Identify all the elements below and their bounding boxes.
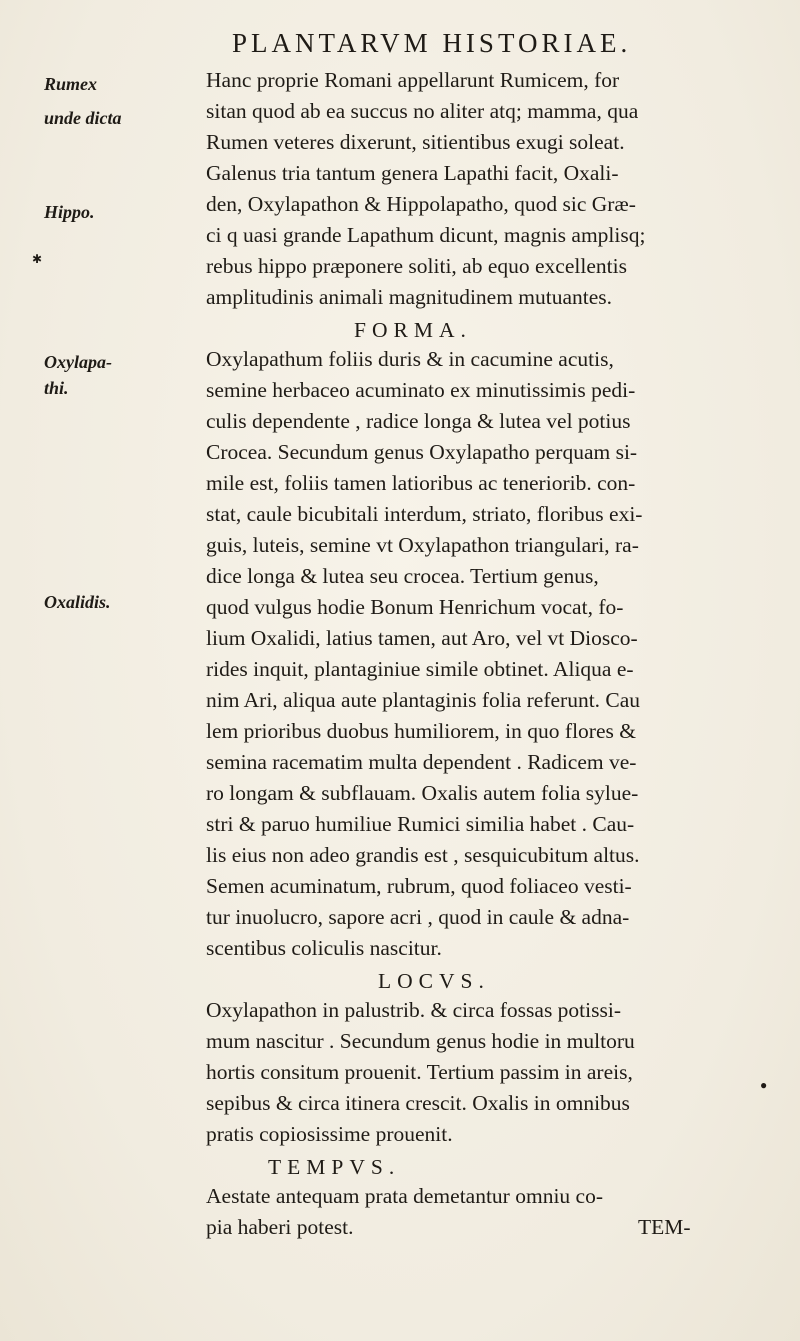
text-line: ci q uasi grande Lapathum dicunt, magnis amplisq; <box>206 223 646 247</box>
asterisk-mark-icon: ✱ <box>32 252 43 266</box>
text-line: lis eius non adeo grandis est , sesquicubitum altus. <box>206 843 640 867</box>
text-line: pia haberi potest. <box>206 1215 354 1239</box>
text-line: culis dependente , radice longa & lutea vel potius <box>206 409 631 433</box>
text-line: sepibus & circa itinera crescit. Oxalis in omnibus <box>206 1091 630 1115</box>
text-line: hortis consitum prouenit. Tertium passim in areis, <box>206 1060 633 1084</box>
text-line: sitan quod ab ea succus no aliter atq; mamma, qua <box>206 99 639 123</box>
text-line: rides inquit, plantaginiue simile obtinet. Aliqua e- <box>206 657 634 681</box>
text-line: dice longa & lutea seu crocea. Tertium genus, <box>206 564 599 588</box>
text-line: Crocea. Secundum genus Oxylapatho perquam si- <box>206 440 638 464</box>
text-line: lium Oxalidi, latius tamen, aut Aro, vel vt Diosco- <box>206 626 638 650</box>
margin-note-hippo: Hippo. <box>44 202 95 222</box>
margin-note-unde-dicta: unde dicta <box>44 108 122 128</box>
text-line: lem prioribus duobus humiliorem, in quo flores & <box>206 719 636 743</box>
text-line: tur inuolucro, sapore acri , quod in caule & adna- <box>206 905 630 929</box>
heading-locus: LOCVS. <box>378 969 490 993</box>
text-line: semine herbaceo acuminato ex minutissimis pedi- <box>206 378 636 402</box>
text-line: semina racematim multa dependent . Radicem ve- <box>206 750 637 774</box>
text-line: rebus hippo præponere soliti, ab equo excellentis <box>206 254 627 278</box>
text-line: stat, caule bicubitali interdum, striato, floribus exi- <box>206 502 643 526</box>
heading-tempus: TEMPVS. <box>268 1155 401 1179</box>
text-line: mum nascitur . Secundum genus hodie in multoru <box>206 1029 635 1053</box>
text-line: stri & paruo humiliue Rumici similia habet . Cau- <box>206 812 635 836</box>
text-line: Galenus tria tantum genera Lapathi facit, Oxali- <box>206 161 619 185</box>
margin-note-thi: thi. <box>44 378 69 398</box>
text-line: Oxylapathon in palustrib. & circa fossas potissi- <box>206 998 621 1022</box>
text-line: nim Ari, aliqua aute plantaginis folia referunt. Cau <box>206 688 641 712</box>
bullet-mark-icon: ● <box>760 1078 768 1092</box>
margin-note-oxalidis: Oxalidis. <box>44 592 111 612</box>
margin-note-oxylapa: Oxylapa- <box>44 352 112 372</box>
text-line: Semen acuminatum, rubrum, quod foliaceo vesti- <box>206 874 632 898</box>
text-line: Aestate antequam prata demetantur omniu co- <box>206 1184 603 1208</box>
text-line: amplitudinis animali magnitudinem mutuantes. <box>206 285 613 309</box>
text-line: mile est, foliis tamen latioribus ac teneriorib. con- <box>206 471 636 495</box>
text-line: Rumen veteres dixerunt, sitientibus exugi soleat. <box>206 130 625 154</box>
text-line: guis, luteis, semine vt Oxylapathon triangulari, ra- <box>206 533 639 557</box>
text-line: Oxylapathum foliis duris & in cacumine acutis, <box>206 347 614 371</box>
text-line: den, Oxylapathon & Hippolapatho, quod sic Græ- <box>206 192 636 216</box>
catchword: TEM- <box>638 1215 691 1239</box>
text-line: Hanc proprie Romani appellarunt Rumicem, for <box>206 68 620 92</box>
text-line: scentibus coliculis nascitur. <box>206 936 442 960</box>
heading-forma: FORMA. <box>354 318 472 342</box>
text-line: ro longam & subflauam. Oxalis autem folia sylue- <box>206 781 639 805</box>
margin-note-rumex: Rumex <box>44 74 98 94</box>
text-line: quod vulgus hodie Bonum Henrichum vocat, fo- <box>206 595 624 619</box>
text-line: pratis copiosissime prouenit. <box>206 1122 453 1146</box>
running-head: PLANTARVM HISTORIAE. <box>232 28 632 58</box>
